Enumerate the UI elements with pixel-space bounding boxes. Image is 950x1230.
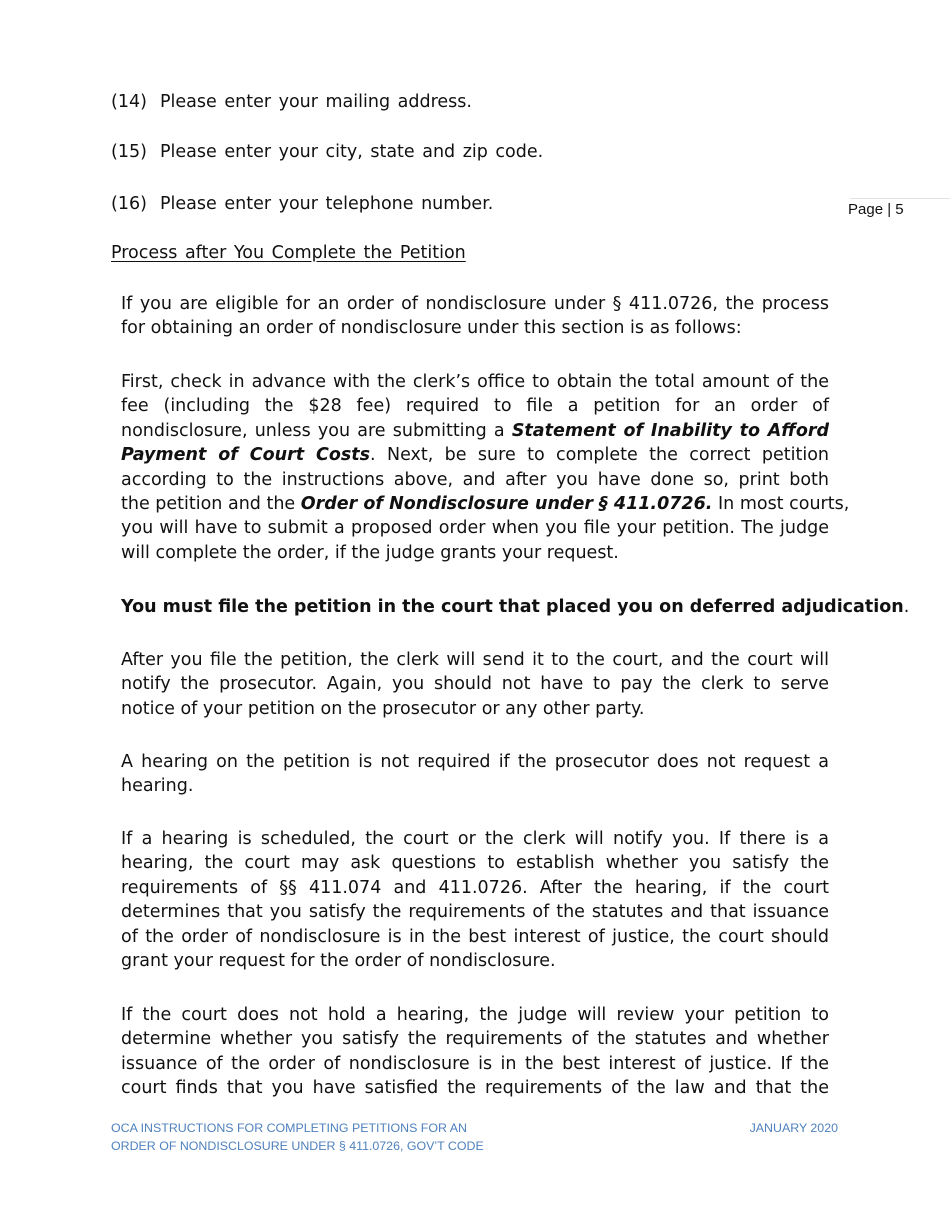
list-item-text: Please enter your city, state and zip code.	[160, 142, 544, 162]
form-title-payment-of-court-costs: Payment of Court Costs	[121, 445, 371, 466]
text-line	[121, 419, 829, 443]
text-run: nondisclosure, unless you are submitting a	[121, 420, 512, 441]
paragraph-no-hearing	[121, 1003, 829, 1101]
paragraph-first-steps	[121, 370, 850, 565]
footer-line: ORDER OF NONDISCLOSURE UNDER § 411.0726, GOV’T CODE	[111, 1139, 484, 1153]
text-line: determine whether you satisfy the requirements of the statutes and whether	[121, 1029, 829, 1050]
text-line: If a hearing is scheduled, the court or the clerk will notify you. If there is a	[121, 829, 829, 849]
text-line: grant your request for the order of nondisclosure.	[121, 951, 556, 972]
text-line: for obtaining an order of nondisclosure under this section is as follows:	[121, 318, 742, 339]
text-line: After you file the petition, the clerk will send it to the court, and the court will	[121, 650, 829, 670]
text-line	[121, 443, 829, 467]
paragraph-eligibility	[121, 292, 829, 341]
text-line: hearing, the court may ask questions to establish whether you satisfy the	[121, 853, 829, 874]
paragraph-hearing-not-required	[121, 750, 829, 799]
text-line: notify the prosecutor. Again, you should not have to pay the clerk to serve	[121, 674, 829, 695]
text-line: If you are eligible for an order of nondisclosure under § 411.0726, the process	[121, 294, 829, 314]
list-item-number: (16)	[111, 194, 147, 214]
text-line: A hearing on the petition is not required if the prosecutor does not request a	[121, 752, 829, 772]
text-run: .	[903, 597, 910, 617]
text-line: issuance of the order of nondisclosure is in the best interest of justice. If the	[121, 1053, 829, 1074]
list-item-text: Please enter your telephone number.	[160, 194, 494, 214]
text-line: fee (including the $28 fee) required to file a petition for an order of	[121, 396, 829, 417]
text-line: determines that you satisfy the requirements of the statutes and that issuance	[121, 902, 829, 923]
list-item-text: Please enter your mailing address.	[160, 92, 472, 112]
text-run: the petition and the	[121, 494, 301, 515]
paragraph-after-filing	[121, 648, 829, 721]
list-item-number: (15)	[111, 142, 147, 162]
text-line: you will have to submit a proposed order when you file your petition. The judge	[121, 518, 829, 539]
page-number: Page | 5	[848, 201, 904, 218]
section-heading: Process after You Complete the Petition	[111, 243, 466, 263]
text-line: court finds that you have satisfied the requirements of the law and that the	[121, 1078, 829, 1099]
text-line: First, check in advance with the clerk’s office to obtain the total amount of the	[121, 372, 829, 392]
footer-document-title	[111, 1119, 484, 1155]
paragraph-hearing-scheduled	[121, 827, 829, 973]
text-run: In most courts,	[712, 494, 850, 515]
text-line: according to the instructions above, and after you have done so, print both	[121, 469, 829, 490]
footer-date: JANUARY 2020	[749, 1121, 838, 1135]
text-line: of the order of nondisclosure is in the best interest of justice, the court should	[121, 926, 829, 947]
text-line	[121, 492, 850, 516]
list-item-number: (14)	[111, 92, 147, 112]
page-number-rule	[850, 198, 950, 199]
list-item-14	[111, 90, 472, 114]
footer-line: OCA INSTRUCTIONS FOR COMPLETING PETITIONS FOR AN	[111, 1121, 467, 1135]
bold-notice: You must file the petition in the court that placed you on deferred adjudication	[121, 597, 904, 617]
text-line: hearing.	[121, 776, 194, 797]
form-title-statement-of-inability: Statement of Inability to Afford	[511, 420, 829, 441]
text-line: If the court does not hold a hearing, the judge will review your petition to	[121, 1005, 829, 1025]
list-item-16	[111, 192, 493, 216]
form-title-order-of-nondisclosure: Order of Nondisclosure under § 411.0726.	[300, 494, 713, 515]
text-line: will complete the order, if the judge grants your request.	[121, 542, 619, 563]
text-line: requirements of §§ 411.074 and 411.0726. After the hearing, if the court	[121, 877, 829, 898]
text-run: . Next, be sure to complete the correct petition	[370, 445, 829, 466]
list-item-15	[111, 140, 543, 164]
paragraph-file-location	[121, 595, 910, 619]
text-line: notice of your petition on the prosecutor or any other party.	[121, 698, 645, 719]
text-line	[121, 595, 910, 619]
